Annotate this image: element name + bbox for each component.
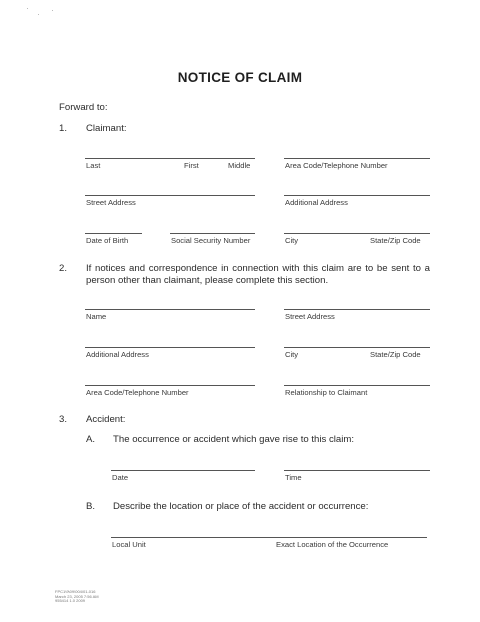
footer-line-3: 955414 1.0 2009 — [55, 598, 86, 604]
claimant-additional-label: Additional Address — [285, 198, 348, 207]
claimant-dob-line[interactable] — [85, 233, 142, 234]
claimant-state-zip-label: State/Zip Code — [370, 236, 421, 245]
scan-speck — [27, 8, 28, 9]
accident-time-label: Time — [285, 473, 302, 482]
local-unit-label: Local Unit — [112, 540, 146, 549]
claimant-dob-label: Date of Birth — [86, 236, 129, 245]
claimant-ssn-line[interactable] — [170, 233, 255, 234]
section-3a-text: The occurrence or accident which gave rise to this claim: — [113, 434, 355, 445]
section-2-instructions: If notices and correspondence in connection with this claim are to be sent to a person other than claimant, please complete this section. — [86, 263, 430, 286]
section-3b-letter: B. — [86, 501, 96, 512]
alt-city-line[interactable] — [284, 347, 430, 348]
section-3a-letter: A. — [86, 434, 96, 445]
section-3-number: 3. — [59, 414, 68, 425]
claimant-first-label: First — [184, 161, 199, 170]
alt-relationship-label: Relationship to Claimant — [285, 388, 368, 397]
location-line[interactable] — [111, 537, 427, 538]
claimant-ssn-label: Social Security Number — [171, 236, 251, 245]
claimant-street-line[interactable] — [85, 195, 255, 196]
document-footer — [55, 590, 99, 604]
alt-state-zip-label: State/Zip Code — [370, 350, 421, 359]
exact-location-label: Exact Location of the Occurrence — [276, 540, 389, 549]
alt-city-label: City — [285, 350, 299, 359]
alt-phone-label: Area Code/Telephone Number — [86, 388, 189, 397]
claimant-phone-label: Area Code/Telephone Number — [285, 161, 388, 170]
claimant-last-label: Last — [86, 161, 101, 170]
claimant-middle-label: Middle — [228, 161, 251, 170]
alt-relationship-line[interactable] — [284, 385, 430, 386]
footer-line-1: FPC1\9\09\004\01-016 — [55, 589, 96, 594]
claimant-heading: Claimant: — [86, 123, 127, 134]
claimant-city-label: City — [285, 236, 299, 245]
forward-to-label: Forward to: — [59, 102, 108, 113]
scan-speck — [52, 10, 53, 11]
accident-time-line[interactable] — [284, 470, 430, 471]
accident-heading: Accident: — [86, 414, 126, 425]
claimant-street-label: Street Address — [86, 198, 136, 207]
section-2-number: 2. — [59, 263, 68, 274]
alt-phone-line[interactable] — [85, 385, 255, 386]
section-1-number: 1. — [59, 123, 68, 134]
alt-name-label: Name — [86, 312, 107, 321]
accident-date-line[interactable] — [111, 470, 255, 471]
footer-line-2: March 23, 2005 7:56 AM — [55, 593, 99, 599]
claimant-phone-line[interactable] — [284, 158, 430, 159]
alt-name-line[interactable] — [85, 309, 255, 310]
claimant-city-line[interactable] — [284, 233, 430, 234]
claimant-name-line[interactable] — [85, 158, 255, 159]
alt-additional-line[interactable] — [85, 347, 255, 348]
accident-date-label: Date — [112, 473, 129, 482]
alt-street-label: Street Address — [285, 312, 335, 321]
claimant-additional-line[interactable] — [284, 195, 430, 196]
page-title: NOTICE OF CLAIM — [177, 70, 303, 85]
alt-additional-label: Additional Address — [86, 350, 149, 359]
alt-street-line[interactable] — [284, 309, 430, 310]
scan-speck — [38, 14, 39, 15]
section-3b-text: Describe the location or place of the accident or occurrence: — [113, 501, 369, 512]
